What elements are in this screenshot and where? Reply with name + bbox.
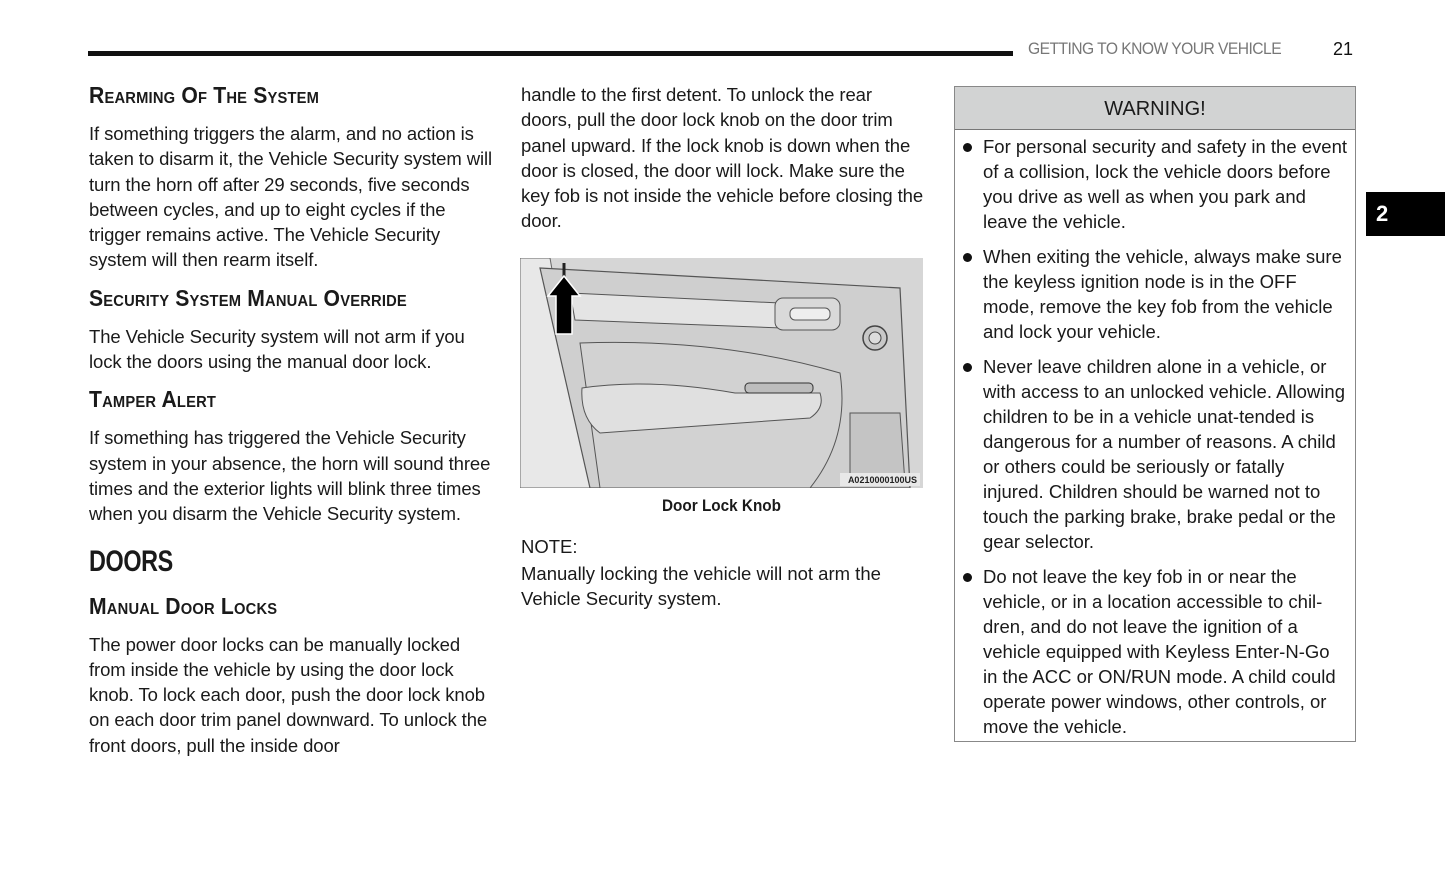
middle-column bbox=[521, 82, 926, 234]
header-rule bbox=[88, 51, 1013, 56]
manual-locks-text: The power door locks can be manually locked from inside the vehicle by using the door lock knob. To lock each door, push the door lock knob on each door trim panel downward. To unlock the front doors, pull the inside door bbox=[89, 633, 488, 756]
warning-box bbox=[954, 86, 1356, 742]
section-title: GETTING TO KNOW YOUR VEHICLE bbox=[1028, 39, 1282, 58]
warning-item-text: Never leave children alone in a vehicle, or with access to an unlocked vehicle. Allowing children to be in a vehicle unat-tended is dangerous for a number of reasons. A child or others could be seriously or fatally injured. Children should be warned not to touch the parking brake, brake pedal or the gear selector. bbox=[983, 356, 1345, 552]
warning-item bbox=[955, 134, 1355, 234]
rearming-text: If something triggers the alarm, and no action is taken to disarm it, the Vehicle Security system will turn the horn off after 29 seconds, five seconds between cycles, and up to eight cycles if the trigger remains active. The Vehicle Security system will then rearm itself. bbox=[89, 123, 492, 271]
note-text: Manually locking the vehicle will not arm the Vehicle Security system. bbox=[521, 563, 881, 610]
override-heading: Security System Manual Override bbox=[89, 284, 407, 311]
warning-item-text: When exiting the vehicle, always make sure the keyless ignition node is in the OFF mode, remove the key fob from the vehicle and lock your vehicle. bbox=[983, 246, 1342, 342]
rearming-heading: Rearming Of The System bbox=[89, 82, 320, 108]
bullet-icon bbox=[963, 363, 972, 372]
chapter-tab[interactable]: 2 bbox=[1366, 192, 1445, 236]
figure-caption: Door Lock Knob bbox=[662, 496, 781, 515]
door-panel-illustration bbox=[520, 258, 923, 488]
warning-item bbox=[955, 354, 1355, 554]
note-label: NOTE: bbox=[521, 536, 578, 557]
override-text: The Vehicle Security system will not arm if you lock the doors using the manual door lock. bbox=[89, 325, 465, 373]
doors-heading: DOORS bbox=[89, 544, 173, 578]
bullet-icon bbox=[963, 253, 972, 262]
warning-title: WARNING! bbox=[955, 87, 1355, 130]
warning-item bbox=[955, 564, 1355, 739]
tamper-text: If something has triggered the Vehicle Security system in your absence, the horn will sound three times and the exterior lights will blink three times when you disarm the Vehicle Security system. bbox=[89, 427, 491, 525]
figure-code: A0210000100US bbox=[847, 475, 917, 485]
warning-item bbox=[955, 244, 1355, 344]
left-column bbox=[89, 82, 494, 758]
door-lock-knob-figure bbox=[520, 258, 923, 488]
bullet-icon bbox=[963, 573, 972, 582]
bullet-icon bbox=[963, 143, 972, 152]
continued-text: handle to the first detent. To unlock the rear doors, pull the door lock knob on the door trim panel upward. If the lock knob is down when the door is closed, the door will lock. Make sure the key fob is not inside the vehicle before closing the door. bbox=[521, 84, 924, 232]
manual-locks-heading: Manual Door Locks bbox=[89, 592, 278, 619]
tamper-heading: Tamper Alert bbox=[89, 386, 217, 413]
page-number: 21 bbox=[1333, 39, 1354, 59]
warning-list bbox=[955, 130, 1355, 739]
warning-item-text: Do not leave the key fob in or near the vehicle, or in a location accessible to chil-dren, and do not leave the ignition of a vehicle equipped with Keyless Enter-N-Go in the ACC or ON/RUN mode. A child could operate power windows, other controls, or move the vehicle. bbox=[983, 566, 1336, 737]
warning-item-text: For personal security and safety in the event of a collision, lock the vehicle doors before you drive as well as when you park and leave the vehicle. bbox=[983, 136, 1348, 232]
